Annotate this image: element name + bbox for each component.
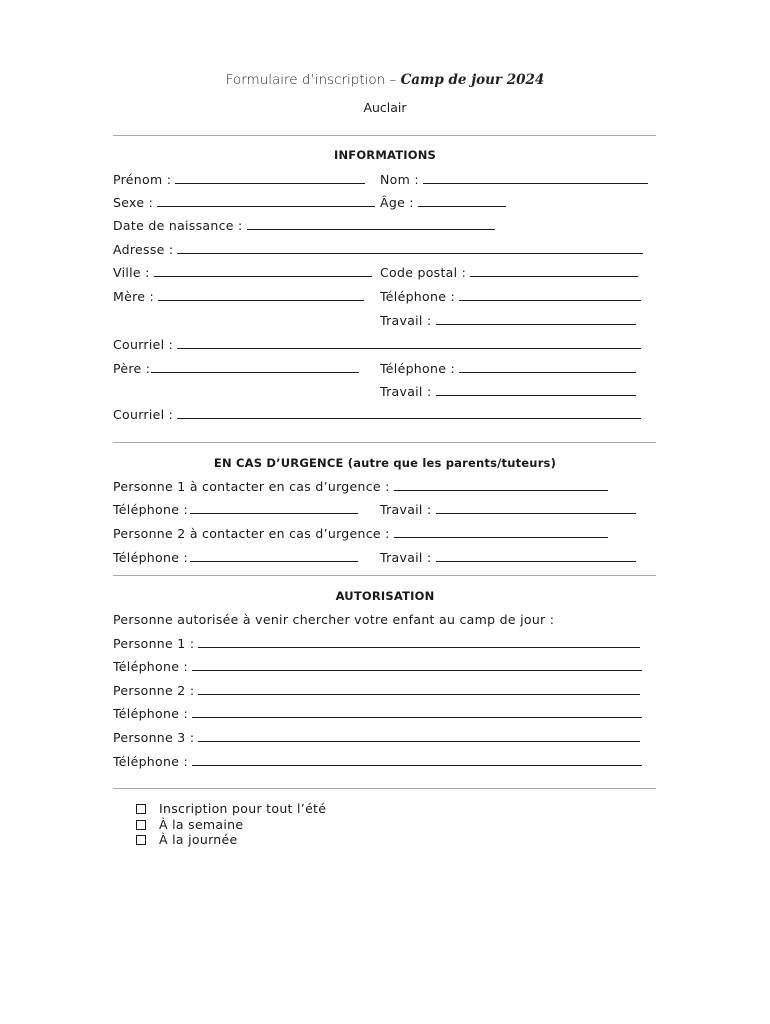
sexe-label: Sexe : <box>113 195 154 210</box>
adresse-label: Adresse : <box>113 242 174 257</box>
adresse-field[interactable] <box>177 243 643 254</box>
pere-courriel-row <box>113 407 641 422</box>
sexe-field[interactable] <box>157 196 375 207</box>
urgence-travail-label: Travail : <box>380 550 432 565</box>
urgence-personne1-telephone-row <box>113 502 358 517</box>
urgence-personne2-label: Personne 2 à contacter en cas d’urgence : <box>113 526 390 541</box>
urgence-personne2-travail-row <box>380 550 636 565</box>
autorisation-telephone-label: Téléphone : <box>113 706 188 721</box>
mere-travail-label: Travail : <box>380 313 432 328</box>
option-semaine[interactable] <box>136 817 243 832</box>
autorisation-telephone1-row <box>113 659 642 674</box>
option-journee-label: À la journée <box>159 832 238 847</box>
pere-courriel-field[interactable] <box>177 408 641 419</box>
urgence-travail-label: Travail : <box>380 502 432 517</box>
pere-telephone-row <box>380 361 636 376</box>
urgence-personne1-row <box>113 479 608 494</box>
autorisation-personne2-row <box>113 683 640 698</box>
pere-travail-label: Travail : <box>380 384 432 399</box>
mere-telephone-field[interactable] <box>459 290 641 301</box>
autorisation-personne3-row <box>113 730 640 745</box>
section-heading-informations: INFORMATIONS <box>333 148 437 162</box>
age-row <box>380 195 506 210</box>
mere-label: Mère : <box>113 289 155 304</box>
autorisation-personne3-field[interactable] <box>198 731 640 742</box>
nom-label: Nom : <box>380 172 419 187</box>
date-naissance-row <box>113 218 495 233</box>
urgence-personne2-field[interactable] <box>394 527 608 538</box>
pere-telephone-label: Téléphone : <box>380 361 455 376</box>
urgence-personne2-telephone-field[interactable] <box>190 551 358 562</box>
mere-courriel-row <box>113 337 641 352</box>
option-semaine-label: À la semaine <box>159 817 244 832</box>
form-title <box>0 72 770 88</box>
autorisation-telephone3-field[interactable] <box>192 755 642 766</box>
nom-field[interactable] <box>423 173 648 184</box>
prenom-label: Prénom : <box>113 172 172 187</box>
autorisation-telephone2-row <box>113 706 642 721</box>
pere-telephone-field[interactable] <box>459 362 636 373</box>
ville-row <box>113 265 372 280</box>
age-field[interactable] <box>418 196 506 207</box>
mere-telephone-label: Téléphone : <box>380 289 455 304</box>
checkbox-icon[interactable] <box>136 820 146 830</box>
ville-field[interactable] <box>154 266 372 277</box>
autorisation-telephone3-row <box>113 754 642 769</box>
pere-field[interactable] <box>151 362 359 373</box>
divider <box>113 135 656 136</box>
urgence-personne2-row <box>113 526 608 541</box>
autorisation-telephone-label: Téléphone : <box>113 659 188 674</box>
pere-travail-field[interactable] <box>436 385 636 396</box>
option-journee[interactable] <box>136 832 238 847</box>
autorisation-intro: Personne autorisée à venir chercher votre enfant au camp de jour : <box>113 612 555 627</box>
section-heading-autorisation: AUTORISATION <box>335 589 435 603</box>
urgence-telephone-label: Téléphone : <box>113 502 188 517</box>
option-ete[interactable] <box>136 801 326 816</box>
autorisation-telephone1-field[interactable] <box>192 660 642 671</box>
mere-field[interactable] <box>158 290 364 301</box>
urgence-personne1-travail-field[interactable] <box>436 503 636 514</box>
urgence-personne1-label: Personne 1 à contacter en cas d’urgence : <box>113 479 390 494</box>
urgence-telephone-label: Téléphone : <box>113 550 188 565</box>
urgence-personne1-telephone-field[interactable] <box>190 503 358 514</box>
mere-row <box>113 289 364 304</box>
ville-label: Ville : <box>113 265 150 280</box>
option-ete-label: Inscription pour tout l’été <box>159 801 327 816</box>
mere-courriel-label: Courriel : <box>113 337 174 352</box>
mere-travail-field[interactable] <box>436 314 636 325</box>
mere-travail-row <box>380 313 636 328</box>
autorisation-personne1-row <box>113 636 640 651</box>
autorisation-personne1-field[interactable] <box>198 637 640 648</box>
autorisation-telephone-label: Téléphone : <box>113 754 188 769</box>
autorisation-personne2-field[interactable] <box>198 684 640 695</box>
urgence-personne1-field[interactable] <box>394 480 608 491</box>
pere-courriel-label: Courriel : <box>113 407 174 422</box>
code-postal-label: Code postal : <box>380 265 467 280</box>
code-postal-field[interactable] <box>470 266 638 277</box>
pere-label: Père : <box>113 361 151 376</box>
code-postal-row <box>380 265 638 280</box>
checkbox-icon[interactable] <box>136 804 146 814</box>
autorisation-personne3-label: Personne 3 : <box>113 730 195 745</box>
form-subtitle: Auclair <box>363 100 407 115</box>
age-label: Âge : <box>380 195 414 210</box>
nom-row <box>380 172 648 187</box>
mere-courriel-field[interactable] <box>177 338 641 349</box>
checkbox-icon[interactable] <box>136 835 146 845</box>
mere-telephone-row <box>380 289 641 304</box>
sexe-row <box>113 195 375 210</box>
urgence-personne2-travail-field[interactable] <box>436 551 636 562</box>
form-title-light: Formulaire d’inscription – <box>225 72 401 88</box>
date-naissance-field[interactable] <box>247 219 495 230</box>
pere-row <box>113 361 359 376</box>
autorisation-personne2-label: Personne 2 : <box>113 683 195 698</box>
prenom-field[interactable] <box>175 173 365 184</box>
urgence-personne1-travail-row <box>380 502 636 517</box>
pere-travail-row <box>380 384 636 399</box>
autorisation-telephone2-field[interactable] <box>192 707 642 718</box>
divider <box>113 442 656 443</box>
divider <box>113 575 656 576</box>
section-heading-urgence: EN CAS D’URGENCE (autre que les parents/tuteurs) <box>213 456 557 470</box>
prenom-row <box>113 172 365 187</box>
form-title-bold: Camp de jour 2024 <box>400 72 545 88</box>
date-naissance-label: Date de naissance : <box>113 218 243 233</box>
autorisation-personne1-label: Personne 1 : <box>113 636 195 651</box>
adresse-row <box>113 242 643 257</box>
urgence-personne2-telephone-row <box>113 550 358 565</box>
divider <box>113 788 656 789</box>
